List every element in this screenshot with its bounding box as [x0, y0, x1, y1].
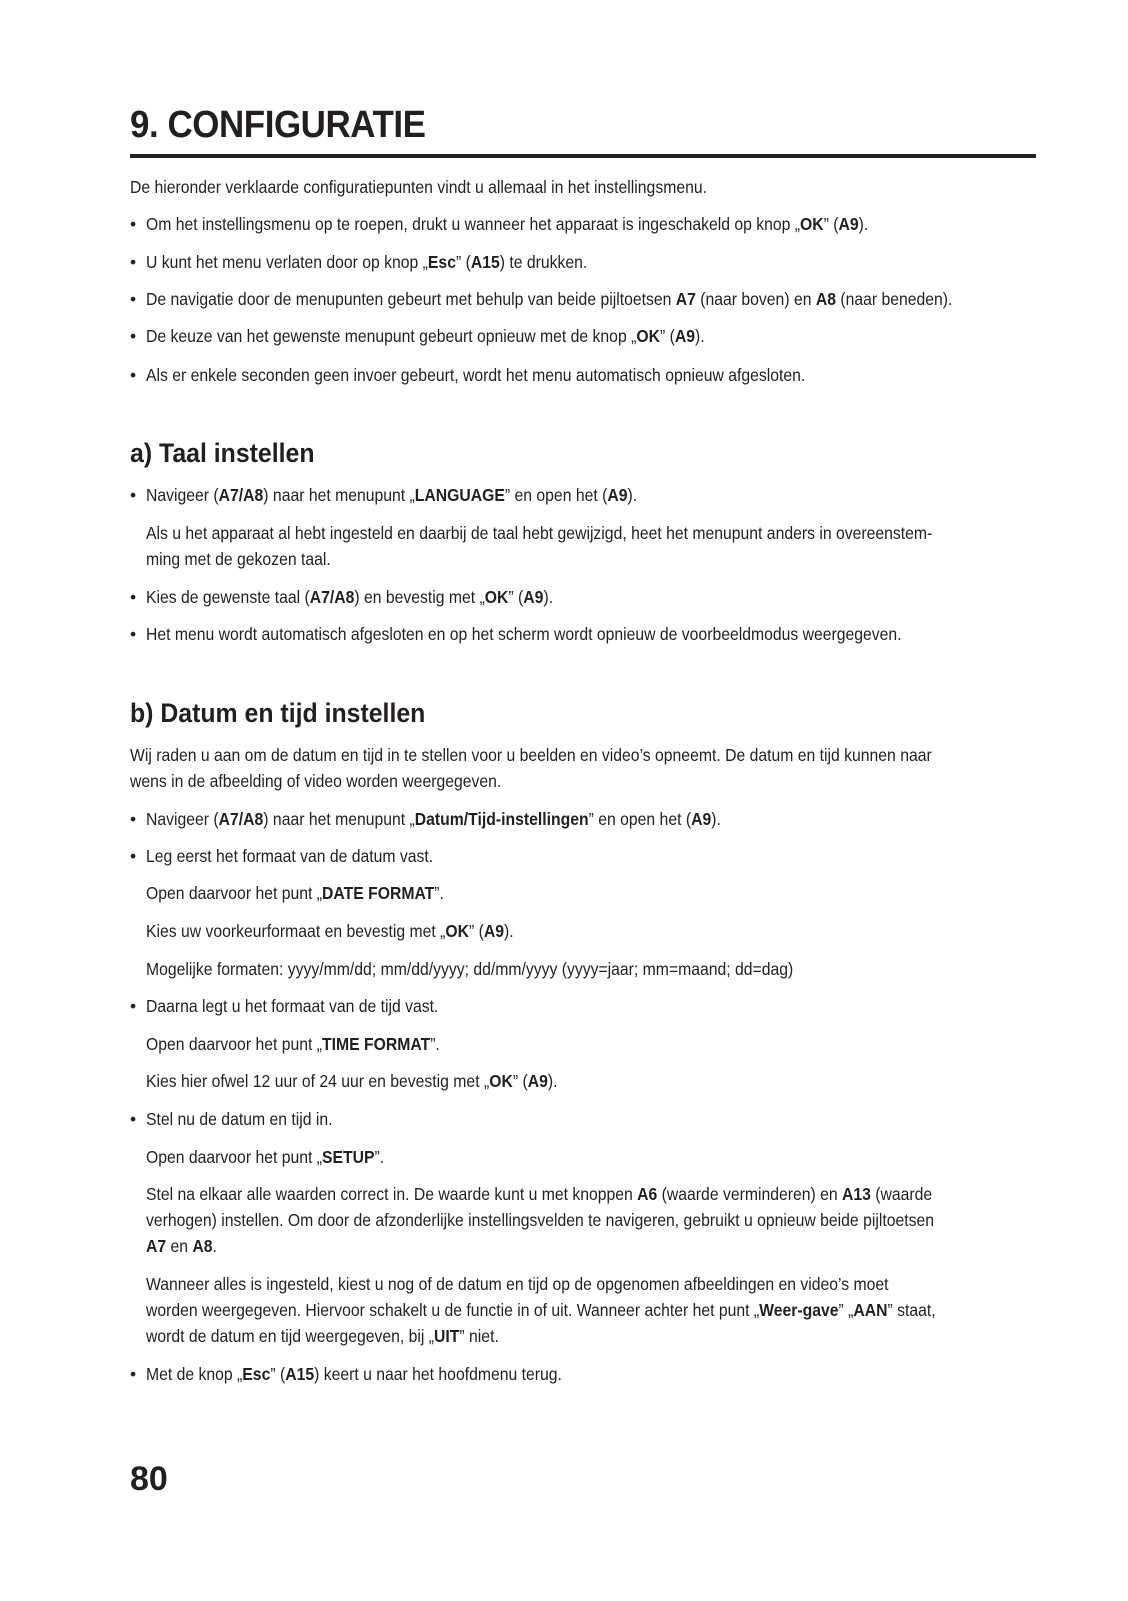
step-text: Wanneer alles is ingesteld, kiest u nog of de datum en tijd op de opgenomen afbeeldingen en video’s moet: [146, 1274, 889, 1294]
step-text: Open daarvoor het punt „TIME FORMAT”.: [146, 1034, 440, 1054]
intro-text: wens in de afbeelding of video worden weergegeven.: [130, 771, 502, 791]
list-item: • U kunt het menu verlaten door op knop „Esc” (A15) te drukken.: [130, 249, 1036, 275]
step-text: worden weergegeven. Hiervoor schakelt u de functie in of uit. Wanneer achter het punt „Weer-gave” „AAN” staat,: [146, 1300, 936, 1320]
list-item: • Navigeer (A7/A8) naar het menupunt „LANGUAGE” en open het (A9).: [130, 482, 1036, 508]
list-item: • Kies de gewenste taal (A7/A8) en bevestig met „OK” (A9).: [130, 584, 1036, 610]
step-text: verhogen) instellen. Om door de afzonderlijke instellingsvelden te navigeren, gebruikt u opnieuw beide pijltoetsen: [146, 1210, 934, 1230]
list-item: • De navigatie door de menupunten gebeurt met behulp van beide pijltoetsen A7 (naar boven) en A8 (naar beneden).: [130, 286, 1036, 312]
step-text: Open daarvoor het punt „DATE FORMAT”.: [146, 883, 444, 903]
note-text: ming met de gekozen taal.: [146, 549, 331, 569]
page-title: 9. CONFIGURATIE: [130, 104, 426, 146]
title-rule: [130, 154, 1036, 158]
list-item: • Met de knop „Esc” (A15) keert u naar het hoofdmenu terug.: [130, 1361, 1036, 1387]
intro-text: De hieronder verklaarde configuratiepunten vindt u allemaal in het instellingsmenu.: [130, 177, 707, 197]
list-item: • Als er enkele seconden geen invoer gebeurt, wordt het menu automatisch opnieuw afgesloten.: [130, 362, 1036, 388]
step-text: Stel na elkaar alle waarden correct in. De waarde kunt u met knoppen A6 (waarde verminderen) en A13 (waarde: [146, 1184, 933, 1204]
step-text: wordt de datum en tijd weergegeven, bij „UIT” niet.: [146, 1326, 499, 1346]
step-text: Kies uw voorkeurformaat en bevestig met „OK” (A9).: [146, 921, 514, 941]
list-item: • Daarna legt u het formaat van de tijd vast.: [130, 993, 1036, 1019]
page-number: 80: [130, 1460, 168, 1498]
step-text: Mogelijke formaten: yyyy/mm/dd; mm/dd/yyyy; dd/mm/yyyy (yyyy=jaar; mm=maand; dd=dag): [146, 959, 794, 979]
section-heading-datum: b) Datum en tijd instellen: [130, 698, 426, 728]
intro-text: Wij raden u aan om de datum en tijd in te stellen voor u beelden en video’s opneemt. De datum en tijd kunnen naar: [130, 745, 932, 765]
list-item: • Om het instellingsmenu op te roepen, drukt u wanneer het apparaat is ingeschakeld op knop „OK” (A9).: [130, 211, 1036, 237]
list-item: • Leg eerst het formaat van de datum vast.: [130, 843, 1036, 869]
note-text: Als u het apparaat al hebt ingesteld en daarbij de taal hebt gewijzigd, heet het menupunt anders in overeenstem-: [146, 523, 933, 543]
step-text: Kies hier ofwel 12 uur of 24 uur en bevestig met „OK” (A9).: [146, 1071, 558, 1091]
list-item: • Het menu wordt automatisch afgesloten en op het scherm wordt opnieuw de voorbeeldmodus weergegeven.: [130, 621, 1036, 647]
step-text: A7 en A8.: [146, 1236, 217, 1256]
list-item: • Navigeer (A7/A8) naar het menupunt „Datum/Tijd-instellingen” en open het (A9).: [130, 806, 1036, 832]
list-item: • De keuze van het gewenste menupunt gebeurt opnieuw met de knop „OK” (A9).: [130, 323, 1036, 349]
section-heading-taal: a) Taal instellen: [130, 438, 315, 468]
step-text: Open daarvoor het punt „SETUP”.: [146, 1147, 385, 1167]
list-item: • Stel nu de datum en tijd in.: [130, 1106, 1036, 1132]
